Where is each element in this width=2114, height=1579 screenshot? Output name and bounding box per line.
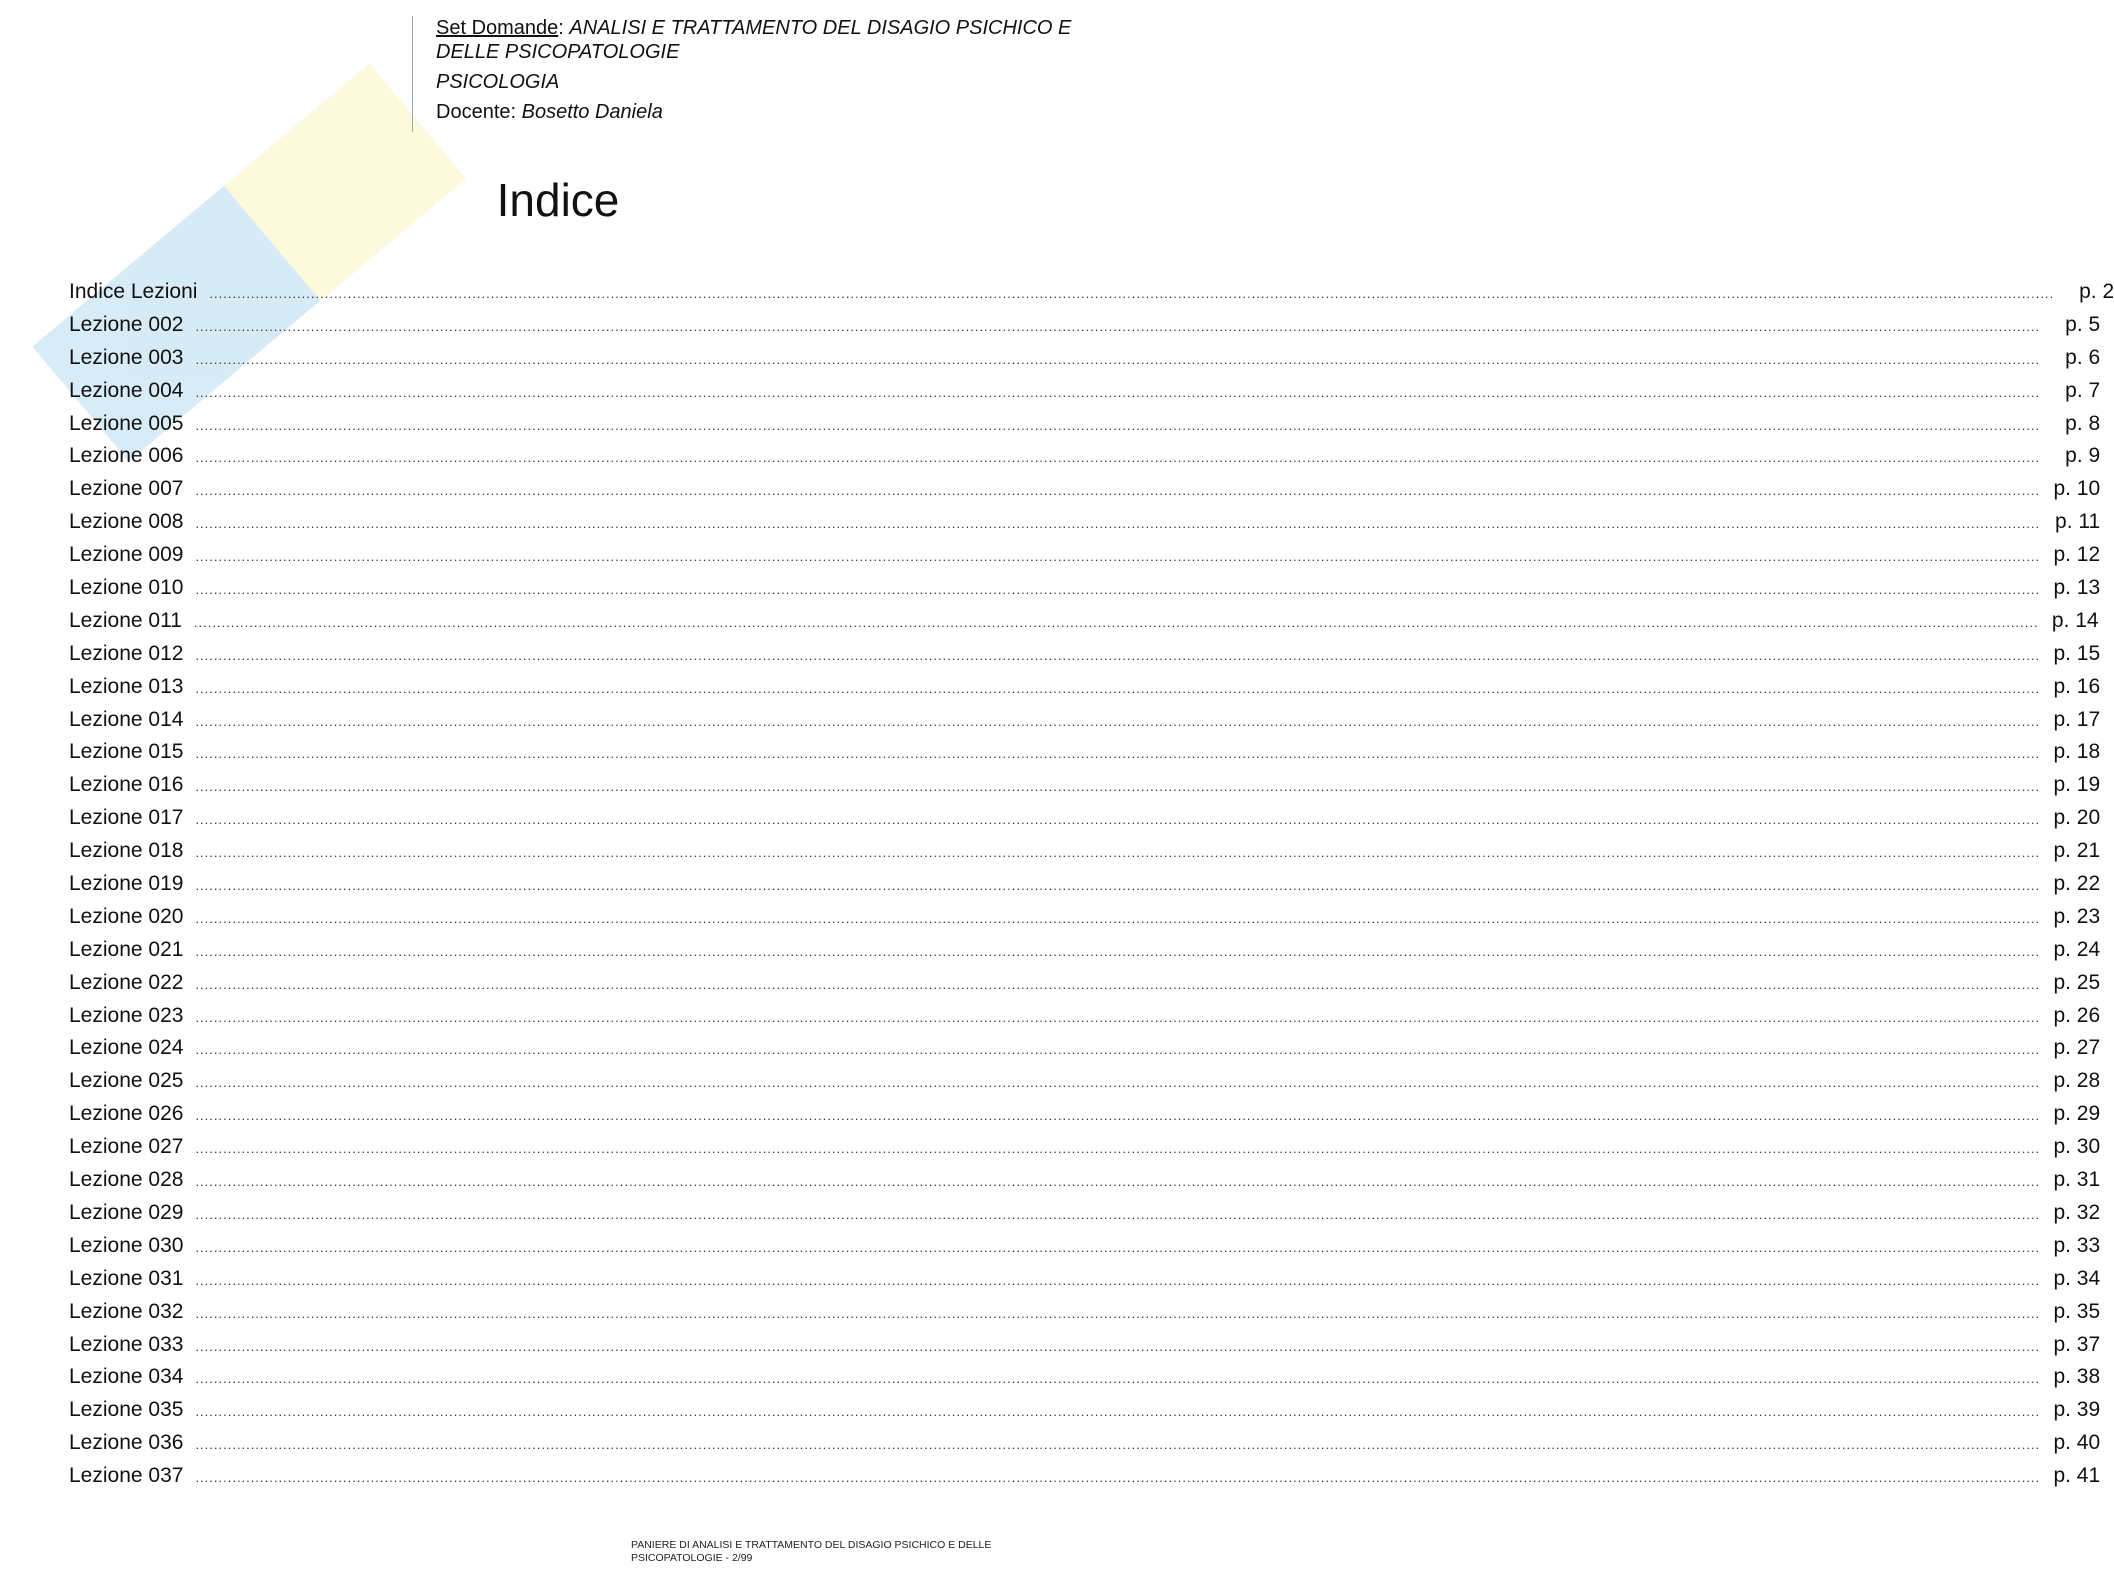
toc-entry-label: Lezione 019 — [69, 872, 184, 896]
toc-entry-page: p. 13 — [2053, 576, 2101, 600]
toc-entry[interactable] — [69, 934, 2101, 967]
toc-entry-label: Lezione 008 — [69, 510, 184, 534]
toc-entry[interactable] — [69, 1263, 2101, 1296]
header-divider — [412, 16, 413, 132]
toc-dot-leader: ................................................................................................................................................................................................................................................................................................................................................................................................................ — [195, 680, 2041, 696]
teacher-label: Docente: — [436, 101, 522, 123]
toc-entry-page: p. 23 — [2053, 904, 2101, 928]
toc-entry[interactable] — [69, 736, 2101, 769]
toc-dot-leader: ................................................................................................................................................................................................................................................................................................................................................................................................................ — [195, 1009, 2041, 1025]
toc-entry-page: p. 11 — [2055, 510, 2101, 534]
toc-dot-leader: ................................................................................................................................................................................................................................................................................................................................................................................................................ — [195, 549, 2041, 565]
toc-entry-page: p. 19 — [2053, 773, 2101, 797]
toc-entry-page: p. 16 — [2053, 674, 2101, 698]
toc-entry-page: p. 33 — [2053, 1233, 2101, 1257]
toc-entry-page: p. 18 — [2053, 740, 2101, 764]
toc-entry-label: Lezione 018 — [69, 839, 184, 863]
toc-dot-leader: ................................................................................................................................................................................................................................................................................................................................................................................................................ — [195, 647, 2041, 663]
toc-entry-page: p. 29 — [2053, 1102, 2101, 1126]
set-domande-label: Set Domande — [436, 17, 559, 39]
toc-entry[interactable] — [69, 1197, 2101, 1230]
toc-entry-label: Lezione 026 — [69, 1102, 184, 1126]
toc-entry-page: p. 35 — [2053, 1299, 2101, 1323]
toc-entry[interactable] — [69, 506, 2101, 539]
toc-dot-leader: ................................................................................................................................................................................................................................................................................................................................................................................................................ — [195, 1338, 2041, 1354]
subject-area: PSICOLOGIA — [436, 71, 560, 93]
toc-entry[interactable] — [69, 1296, 2101, 1329]
toc-entry[interactable] — [69, 967, 2101, 1000]
toc-entry-page: p. 38 — [2053, 1365, 2101, 1389]
toc-entry-label: Lezione 003 — [69, 345, 184, 369]
toc-entry[interactable] — [69, 408, 2101, 441]
toc-entry-label: Lezione 012 — [69, 641, 184, 665]
toc-dot-leader: ................................................................................................................................................................................................................................................................................................................................................................................................................ — [195, 1174, 2041, 1190]
toc-dot-leader: ................................................................................................................................................................................................................................................................................................................................................................................................................ — [195, 845, 2041, 861]
course-title-line1: ANALISI E TRATTAMENTO DEL DISAGIO PSICHICO E — [569, 17, 1072, 39]
page-footer — [631, 1539, 1071, 1565]
toc-entry-label: Lezione 011 — [69, 608, 182, 632]
toc-entry[interactable] — [69, 375, 2101, 408]
toc-entry-label: Lezione 016 — [69, 773, 184, 797]
toc-entry-label: Lezione 031 — [69, 1266, 184, 1290]
toc-entry[interactable] — [69, 342, 2101, 375]
toc-entry[interactable] — [69, 1000, 2101, 1033]
toc-entry-page: p. 20 — [2053, 806, 2101, 830]
toc-entry-label: Lezione 007 — [69, 477, 184, 501]
toc-entry-label: Lezione 035 — [69, 1398, 184, 1422]
toc-entry[interactable] — [69, 572, 2101, 605]
toc-entry-label: Lezione 028 — [69, 1168, 184, 1192]
toc-entry[interactable] — [69, 1230, 2101, 1263]
toc-dot-leader: ................................................................................................................................................................................................................................................................................................................................................................................................................ — [195, 812, 2041, 828]
toc-dot-leader: ................................................................................................................................................................................................................................................................................................................................................................................................................ — [195, 910, 2041, 926]
toc-entry-label: Lezione 009 — [69, 543, 184, 567]
toc-dot-leader: ................................................................................................................................................................................................................................................................................................................................................................................................................ — [195, 779, 2041, 795]
toc-dot-leader: ................................................................................................................................................................................................................................................................................................................................................................................................................ — [195, 1404, 2041, 1420]
toc-entry[interactable] — [69, 901, 2101, 934]
toc-dot-leader: ................................................................................................................................................................................................................................................................................................................................................................................................................ — [195, 1470, 2041, 1486]
toc-entry-page: p. 22 — [2053, 872, 2101, 896]
toc-dot-leader: ................................................................................................................................................................................................................................................................................................................................................................................................................ — [195, 351, 2041, 367]
toc-entry-page: p. 10 — [2053, 477, 2101, 501]
table-of-contents — [69, 276, 2114, 1493]
toc-entry-page: p. 21 — [2053, 839, 2101, 863]
toc-entry[interactable] — [69, 1032, 2101, 1065]
toc-entry[interactable] — [69, 1460, 2101, 1493]
toc-entry-label: Lezione 004 — [69, 378, 184, 402]
toc-entry-label: Lezione 025 — [69, 1069, 184, 1093]
toc-entry-label: Lezione 014 — [69, 707, 184, 731]
toc-entry-page: p. 27 — [2053, 1036, 2101, 1060]
toc-entry[interactable] — [69, 1427, 2101, 1460]
header-colon: : — [558, 17, 570, 39]
toc-entry-page: p. 26 — [2053, 1003, 2101, 1027]
toc-entry-label: Lezione 023 — [69, 1003, 184, 1027]
toc-entry[interactable] — [69, 835, 2101, 868]
toc-dot-leader: ................................................................................................................................................................................................................................................................................................................................................................................................................ — [195, 1239, 2041, 1255]
toc-dot-leader: ................................................................................................................................................................................................................................................................................................................................................................................................................ — [195, 1272, 2041, 1288]
toc-entry-page: p. 7 — [2065, 378, 2101, 402]
toc-dot-leader: ................................................................................................................................................................................................................................................................................................................................................................................................................ — [195, 713, 2041, 729]
toc-entry-page: p. 28 — [2053, 1069, 2101, 1093]
toc-dot-leader: ................................................................................................................................................................................................................................................................................................................................................................................................................ — [195, 417, 2041, 433]
toc-entry-label: Lezione 034 — [69, 1365, 184, 1389]
toc-entry-label: Lezione 006 — [69, 444, 184, 468]
toc-entry-label: Lezione 017 — [69, 806, 184, 830]
toc-entry[interactable] — [69, 802, 2101, 835]
toc-dot-leader: ................................................................................................................................................................................................................................................................................................................................................................................................................ — [195, 1108, 2041, 1124]
toc-dot-leader: ................................................................................................................................................................................................................................................................................................................................................................................................................ — [195, 1141, 2041, 1157]
toc-entry-label: Lezione 013 — [69, 674, 184, 698]
toc-dot-leader: ................................................................................................................................................................................................................................................................................................................................................................................................................ — [195, 384, 2041, 400]
toc-entry[interactable] — [69, 605, 2099, 638]
toc-dot-leader: ................................................................................................................................................................................................................................................................................................................................................................................................................ — [195, 516, 2041, 532]
toc-entry-page: p. 31 — [2053, 1168, 2101, 1192]
toc-entry[interactable] — [69, 704, 2101, 737]
toc-dot-leader: ................................................................................................................................................................................................................................................................................................................................................................................................................ — [195, 1206, 2041, 1222]
toc-entry[interactable] — [69, 1065, 2101, 1098]
toc-entry[interactable] — [69, 1098, 2101, 1131]
footer-line2: PSICOPATOLOGIE - 2/99 — [631, 1552, 753, 1564]
toc-entry-page: p. 8 — [2065, 411, 2101, 435]
toc-entry-label: Lezione 015 — [69, 740, 184, 764]
toc-entry-page: p. 12 — [2053, 543, 2101, 567]
toc-dot-leader: ................................................................................................................................................................................................................................................................................................................................................................................................................ — [195, 483, 2041, 499]
toc-entry-page: p. 39 — [2053, 1398, 2101, 1422]
toc-entry-label: Lezione 010 — [69, 576, 184, 600]
toc-entry-label: Indice Lezioni — [69, 280, 198, 303]
toc-entry-page: p. 41 — [2053, 1464, 2101, 1488]
toc-dot-leader: ................................................................................................................................................................................................................................................................................................................................................................................................................ — [195, 746, 2041, 762]
toc-entry[interactable] — [69, 1131, 2101, 1164]
toc-entry-page: p. 25 — [2053, 970, 2101, 994]
toc-entry-label: Lezione 029 — [69, 1200, 184, 1224]
toc-entry-page: p. 40 — [2053, 1431, 2101, 1455]
toc-dot-leader: ................................................................................................................................................................................................................................................................................................................................................................................................................ — [195, 450, 2041, 466]
toc-entry-label: Lezione 036 — [69, 1431, 184, 1455]
toc-dot-leader: ................................................................................................................................................................................................................................................................................................................................................................................................................ — [195, 318, 2041, 334]
toc-entry-label: Lezione 033 — [69, 1332, 184, 1356]
toc-entry[interactable] — [69, 539, 2101, 572]
toc-entry-page: p. 5 — [2065, 312, 2101, 336]
teacher-name: Bosetto Daniela — [521, 101, 663, 123]
toc-entry-page: p. 32 — [2053, 1200, 2101, 1224]
toc-dot-leader: ................................................................................................................................................................................................................................................................................................................................................................................................................ — [195, 1437, 2041, 1453]
toc-entry-page: p. 34 — [2053, 1266, 2101, 1290]
toc-entry[interactable] — [69, 868, 2101, 901]
toc-dot-leader: ................................................................................................................................................................................................................................................................................................................................................................................................................ — [195, 943, 2041, 959]
document-header — [436, 16, 1116, 124]
toc-entry-page: p. 17 — [2053, 707, 2101, 731]
toc-dot-leader: ................................................................................................................................................................................................................................................................................................................................................................................................................ — [195, 976, 2041, 992]
toc-dot-leader: ................................................................................................................................................................................................................................................................................................................................................................................................................ — [193, 614, 2039, 630]
toc-entry-label: Lezione 037 — [69, 1464, 184, 1488]
toc-entry-label: Lezione 022 — [69, 970, 184, 994]
toc-entry[interactable] — [69, 638, 2101, 671]
toc-entry-label: Lezione 024 — [69, 1036, 184, 1060]
toc-entry-page: p. 9 — [2065, 444, 2101, 468]
toc-entry[interactable] — [69, 1394, 2101, 1427]
toc-entry[interactable] — [69, 473, 2101, 506]
toc-entry-page: p. 6 — [2065, 345, 2101, 369]
toc-entry-label: Lezione 032 — [69, 1299, 184, 1323]
toc-entry-label: Lezione 020 — [69, 904, 184, 928]
toc-dot-leader: ................................................................................................................................................................................................................................................................................................................................................................................................................ — [195, 1075, 2041, 1091]
toc-dot-leader: ................................................................................................................................................................................................................................................................................................................................................................................................................ — [195, 1042, 2041, 1058]
toc-entry[interactable] — [69, 769, 2101, 802]
toc-entry[interactable] — [69, 309, 2101, 342]
toc-entry-page: p. 2 — [2079, 280, 2114, 303]
toc-entry-label: Lezione 027 — [69, 1135, 184, 1159]
toc-entry-label: Lezione 005 — [69, 411, 184, 435]
toc-entry-label: Lezione 021 — [69, 937, 184, 961]
toc-entry-label: Lezione 030 — [69, 1233, 184, 1257]
page-title: Indice — [496, 174, 620, 226]
toc-dot-leader: ................................................................................................................................................................................................................................................................................................................................................................................................................ — [195, 1371, 2041, 1387]
toc-entry-label: Lezione 002 — [69, 312, 184, 336]
toc-entry[interactable] — [69, 1164, 2101, 1197]
footer-line1: PANIERE DI ANALISI E TRATTAMENTO DEL DISAGIO PSICHICO E DELLE — [631, 1539, 992, 1551]
toc-entry-page: p. 24 — [2053, 937, 2101, 961]
toc-dot-leader: ................................................................................................................................................................................................................................................................................................................................................................................................................ — [195, 878, 2041, 894]
toc-entry-page: p. 15 — [2053, 641, 2101, 665]
toc-entry[interactable] — [69, 671, 2101, 704]
toc-dot-leader: ................................................................................................................................................................................................................................................................................................................................................................................................................ — [195, 1305, 2041, 1321]
toc-entry[interactable] — [69, 1361, 2101, 1394]
toc-entry-page: p. 30 — [2053, 1135, 2101, 1159]
toc-entry[interactable] — [69, 276, 2114, 309]
toc-entry-page: p. 37 — [2053, 1332, 2101, 1356]
toc-entry[interactable] — [69, 440, 2101, 473]
toc-entry-page: p. 14 — [2051, 608, 2099, 632]
toc-entry[interactable] — [69, 1329, 2101, 1362]
course-title-line2: DELLE PSICOPATOLOGIE — [436, 41, 680, 63]
toc-dot-leader: ................................................................................................................................................................................................................................................................................................................................................................................................................ — [195, 582, 2041, 598]
toc-dot-leader: ................................................................................................................................................................................................................................................................................................................................................................................................................ — [209, 286, 2055, 301]
